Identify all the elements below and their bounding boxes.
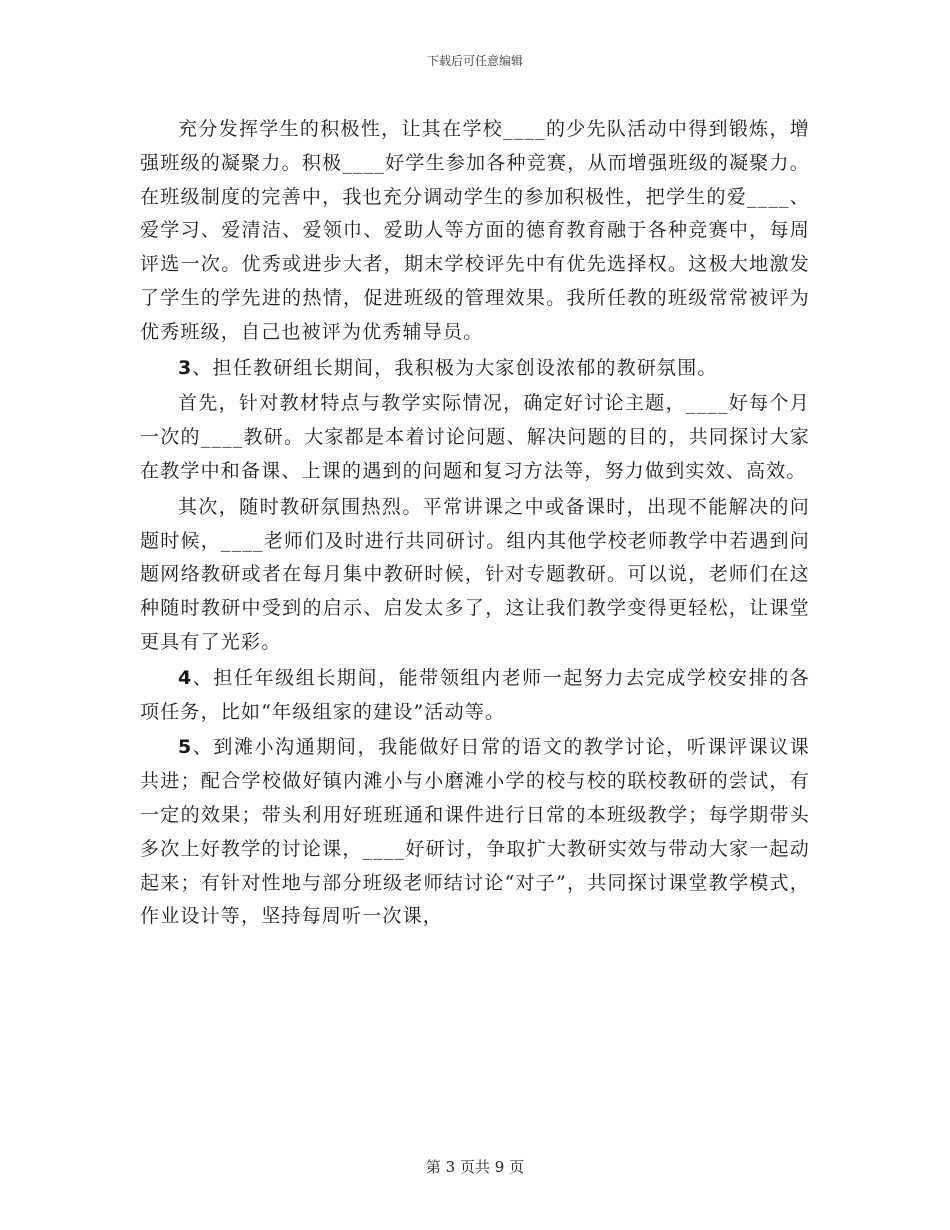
paragraph-text: 、到滩小沟通期间，我能做好日常的语文的教学讨论，听课评课议课共进；配合学校做好镇内滩小与小磨滩小学的校与校的联校教研的尝试，有一定的效果；带头利用好班班通和课件进行日常的本班级教学；每学期带头多次上好教学的讨论课，____好研讨，争取扩大教研实效与带动大家一起动起来；有针对性地与部分班级老师结讨论“对子”，共同探讨课堂教学模式，作业设计等，坚持每周听一次课， xyxy=(140,736,810,928)
paragraph-teaching-research-leader xyxy=(140,352,810,386)
paragraph-grade-leader xyxy=(140,662,810,730)
page-footer: 第 3 页共 9 页 xyxy=(425,1158,525,1176)
paragraph-text: 充分发挥学生的积极性，让其在学校____的少先队活动中得到锻炼，增强班级的凝聚力。积极____好学生参加各种竞赛，从而增强班级的凝聚力。在班级制度的完善中，我也充分调动学生的参加积极性，把学生的爱____、爱学习、爱清洁、爱领巾、爱助人等方面的德育教育融于各种竞赛中，每周评选一次。优秀或进步大者，期末学校评先中有优先选择权。这极大地激发了学生的学先进的热情，促进班级的管理效果。我所任教的班级常常被评为优秀班级，自己也被评为优秀辅导员。 xyxy=(140,118,810,343)
document-body xyxy=(140,113,810,936)
paragraph-exchange-period xyxy=(140,731,810,934)
paragraph-number: 4 xyxy=(178,666,193,689)
paragraph-class-activities xyxy=(140,113,810,350)
paragraph-second xyxy=(140,491,810,660)
paragraph-text: 、担任年级组长期间，能带领组内老师一起努力去完成学校安排的各项任务，比如“年级组家的建设”活动等。 xyxy=(140,666,810,723)
paragraph-text: 其次，随时教研氛围热烈。平常讲课之中或备课时，出现不能解决的问题时候，____老师们及时进行共同研讨。组内其他学校老师教学中若遇到问题网络教研或者在每月集中教研时候，针对专题教研。可以说，老师们在这种随时教研中受到的启示、启发太多了，这让我们教学变得更轻松，让课堂更具有了光彩。 xyxy=(140,495,810,653)
paragraph-number: 3 xyxy=(178,356,193,379)
page-header: 下载后可任意编辑 xyxy=(426,54,523,68)
paragraph-text: 首先，针对教材特点与教学实际情况，确定好讨论主题，____好每个月一次的____教研。大家都是本着讨论问题、解决问题的目的，共同探讨大家在教学中和备课、上课的遇到的问题和复习方法等，努力做到实效、高效。 xyxy=(140,392,810,482)
paragraph-text: 、担任教研组长期间，我积极为大家创设浓郁的教研氛围。 xyxy=(192,356,718,379)
paragraph-number: 5 xyxy=(178,736,193,759)
paragraph-first xyxy=(140,387,810,488)
